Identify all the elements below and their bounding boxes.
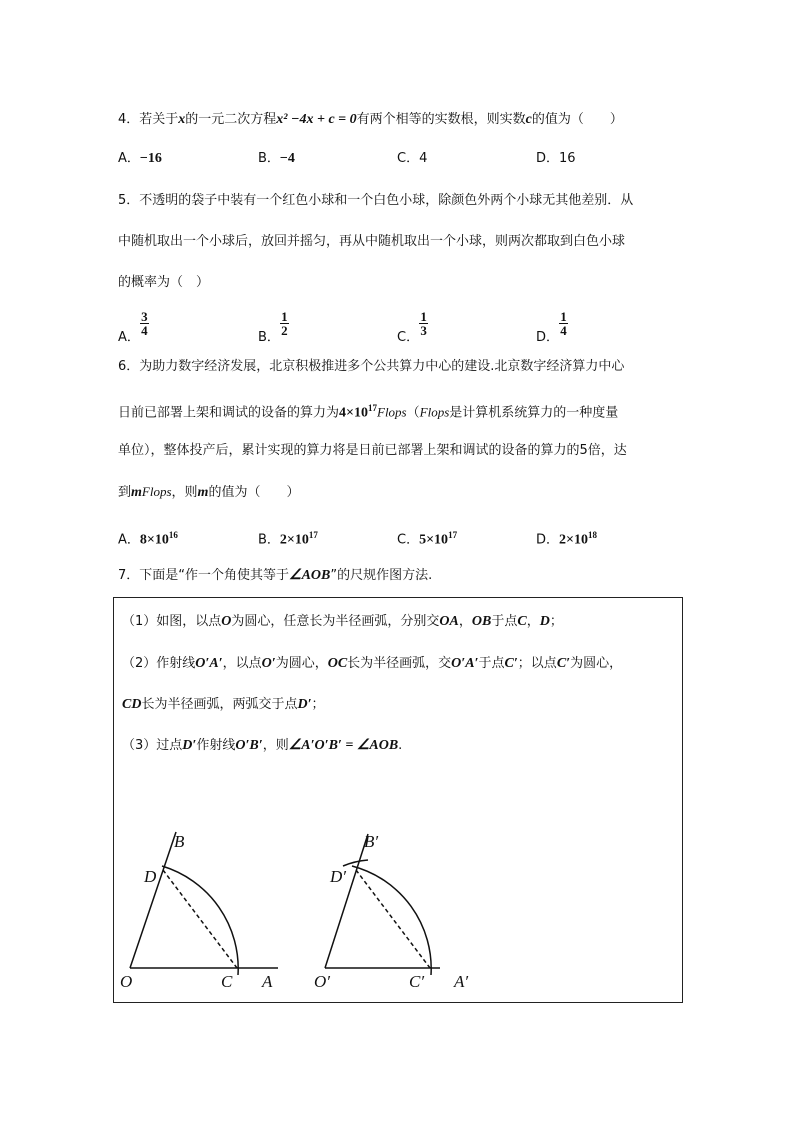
ray-oa: OA	[439, 614, 459, 629]
option-value: 16	[559, 151, 576, 166]
option-label: B．	[258, 151, 280, 166]
label-o-prime: O′	[314, 972, 330, 991]
step-text: 于点	[491, 614, 518, 629]
power-exponent: 17	[368, 403, 377, 413]
figure-constructed-angle	[325, 834, 440, 975]
step-text: ；	[311, 697, 325, 712]
label-d: D	[144, 867, 157, 886]
numerator: 3	[141, 309, 148, 324]
ray-o-prime-b-prime: O′B′	[235, 738, 263, 753]
option-label: C．	[397, 330, 420, 345]
arc-c-prime	[352, 866, 431, 975]
step-text: 于点	[478, 656, 505, 671]
label-c-prime: C′	[409, 972, 425, 991]
q6-line-3: 单位），整体投产后，累计实现的算力将是日前已部署上架和调试的设备的算力的5倍，达	[118, 443, 627, 458]
var-m: m	[197, 485, 209, 500]
q7-text: 7．下面是“作一个角使其等于	[118, 568, 290, 583]
step-text: 为圆心，	[275, 656, 328, 671]
power-base: 4×10	[339, 405, 368, 421]
step-text: ，则	[262, 738, 289, 753]
point-o: O	[221, 614, 232, 629]
flops-unit: Flops	[419, 404, 450, 420]
step-text: （2）作射线	[122, 656, 196, 671]
point-c: C	[517, 614, 527, 629]
q6-text: 的值为（ ）	[208, 485, 300, 500]
numerator: 1	[420, 309, 427, 324]
q5-line-3: 的概率为（ ）	[118, 275, 210, 290]
option-value: −4	[279, 151, 295, 166]
step-text: 为圆心，任意长为半径画弧，分别交	[231, 614, 440, 629]
step-text: 长为半径画弧，两弧交于点	[141, 697, 298, 712]
label-a: A	[262, 972, 273, 991]
q4-equation: x² −4x + c = 0	[276, 112, 357, 127]
label-c: C	[221, 972, 233, 991]
label-a-prime: A′	[454, 972, 469, 991]
ray-o-prime-b-prime-line	[325, 834, 368, 968]
option-label: D．	[536, 151, 560, 166]
numerator: 1	[281, 309, 288, 324]
denominator: 2	[281, 323, 288, 338]
step-text: ；	[549, 614, 563, 629]
option-label: A．	[118, 532, 140, 548]
option-value: −16	[139, 151, 162, 166]
q5-line-2: 中随机取出一个小球后，放回并摇匀，再从中随机取出一个小球，则两次都取到白色小球	[118, 234, 626, 249]
option-label: D．	[536, 532, 560, 548]
option-label: C．	[397, 532, 420, 548]
power-exponent: 17	[308, 530, 318, 540]
q4-text: 有两个相等的实数根，则实数	[356, 112, 526, 127]
q6-text: （	[406, 405, 420, 421]
power-base: 5×10	[419, 532, 449, 548]
step-text: .	[398, 738, 403, 753]
arc-cd	[162, 866, 238, 975]
q5-line-1: 5．不透明的袋子中装有一个红色小球和一个白色小球，除颜色外两个小球无其他差别．从	[118, 193, 634, 208]
step-text: ，	[526, 614, 540, 629]
point-o-prime: O′	[261, 656, 276, 671]
flops-unit: Flops	[141, 484, 172, 499]
denominator: 4	[560, 323, 567, 338]
q4-text: 的值为（ ）	[531, 112, 623, 127]
option-value: 4	[419, 151, 428, 166]
step-text: 长为半径画弧，交	[347, 656, 452, 671]
var-c: c	[525, 112, 532, 127]
q4-text: 的一元二次方程	[185, 112, 277, 127]
segment-cd: CD	[122, 697, 142, 712]
option-label: D．	[536, 330, 560, 345]
q6-text: 到	[118, 485, 132, 500]
power-exponent: 16	[168, 530, 178, 540]
ray-o-prime-a-prime: O′A′	[451, 656, 479, 671]
point-d-prime: D′	[182, 738, 197, 753]
power-exponent: 17	[448, 530, 458, 540]
point-d: D	[539, 614, 550, 629]
power-exponent: 18	[588, 530, 597, 540]
denominator: 3	[420, 323, 427, 338]
point-d-prime: D′	[297, 697, 312, 712]
q6-text: 日前已部署上架和调试的设备的算力为	[118, 405, 340, 421]
power-base: 8×10	[139, 532, 169, 548]
label-o: O	[120, 972, 133, 991]
step-text: ，	[458, 614, 472, 629]
ray-ob: OB	[471, 614, 492, 629]
step-text: 作射线	[196, 738, 236, 753]
step-text: ；以点	[517, 656, 557, 671]
q6-line-1: 6．为助力数字经济发展，北京积极推进多个公共算力中心的建设.北京数字经济算力中心	[118, 359, 625, 374]
option-label: A．	[118, 330, 140, 345]
var-m: m	[131, 485, 142, 500]
step-text: ，以点	[222, 656, 262, 671]
step-text: 为圆心，	[570, 656, 623, 671]
power-base: 2×10	[279, 532, 309, 548]
option-label: B．	[258, 330, 280, 345]
angle-aob: ∠AOB	[289, 568, 331, 583]
option-label: A．	[118, 151, 140, 166]
q7-text: ”的尺规作图方法.	[330, 568, 433, 583]
arc-d-prime-cross	[343, 860, 368, 866]
angle-equality: ∠A′O′B′ = ∠AOB	[288, 738, 399, 753]
option-label: C．	[397, 151, 420, 166]
step-text: （1）如图，以点	[122, 614, 222, 629]
q6-text: 是计算机系统算力的一种度量	[449, 405, 619, 421]
label-b-prime: B′	[364, 832, 379, 851]
ray-ob-line	[130, 832, 176, 968]
denominator: 4	[141, 323, 148, 338]
q6-text: ，则	[171, 485, 198, 500]
point-c-prime: C′	[556, 656, 571, 671]
figure-original-angle	[130, 832, 278, 975]
ray-o-prime-a-prime: O′A′	[195, 656, 223, 671]
option-label: B．	[258, 532, 280, 548]
numerator: 1	[560, 309, 567, 324]
q4-text: 4．若关于	[118, 112, 179, 127]
point-c-prime: C′	[504, 656, 518, 671]
label-d-prime: D′	[330, 867, 346, 886]
var-x: x	[178, 112, 186, 127]
segment-oc: OC	[327, 656, 348, 671]
power-base: 2×10	[559, 532, 588, 548]
flops-unit: Flops	[377, 404, 407, 420]
label-b: B	[174, 832, 185, 851]
step-text: （3）过点	[122, 738, 183, 753]
